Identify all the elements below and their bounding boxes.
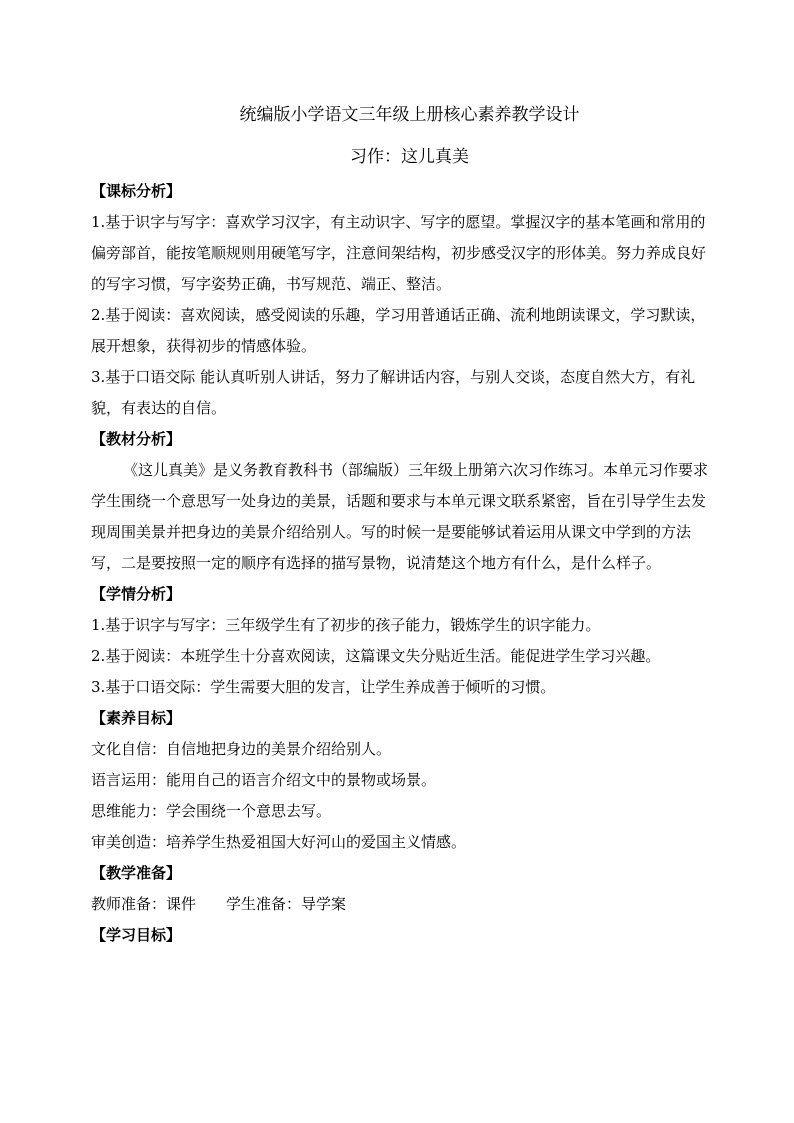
section-heading: 【素养目标】: [91, 709, 182, 727]
section-heading: 【学习目标】: [91, 926, 182, 944]
section-heading: 【教学准备】: [91, 864, 182, 882]
section-teaching-preparation: [91, 858, 708, 920]
paragraph: 2.基于阅读：喜欢阅读，感受阅读的乐趣，学习用普通话正确、流利地朗读课文，学习默读，展开想象，获得初步的情感体验。: [91, 306, 706, 355]
section-textbook-analysis: [91, 424, 708, 579]
goal-item: 思维能力：学会围绕一个意思去写。: [91, 802, 332, 820]
preparation-line: 教师准备：课件 学生准备：导学案: [91, 895, 347, 913]
paragraph: 2.基于阅读：本班学生十分喜欢阅读，这篇课文失分贴近生活。能促进学生学习兴趣。: [91, 647, 661, 665]
section-heading: 【教材分析】: [91, 430, 182, 448]
section-curriculum-analysis: [91, 176, 708, 424]
goal-item: 文化自信：自信地把身边的美景介绍给别人。: [91, 740, 392, 758]
document-title: 统编版小学语文三年级上册核心素养教学设计: [239, 105, 580, 125]
section-learning-goals: [91, 920, 708, 951]
paragraph: 3.基于口语交际：学生需要大胆的发言，让学生养成善于倾听的习惯。: [91, 678, 556, 696]
section-heading: 【课标分析】: [91, 182, 182, 200]
paragraph: 1.基于识字与写字：喜欢学习汉字，有主动识字、写字的愿望。掌握汉字的基本笔画和常用的偏旁部首，能按笔顺规则用硬笔写字，注意间架结构，初步感受汉字的形体美。努力养成良好的写字习惯，写字姿势正确，书写规范、端正、整洁。: [91, 213, 707, 293]
paragraph: 《这儿真美》是义务教育教科书（部编版）三年级上册第六次习作练习。本单元习作要求学生围绕一个意思写一处身边的美景，话题和要求与本单元课文联系紧密，旨在引导学生去发现周围美景并把身边的美景介绍给别人。写的时候一是要能够试着运用从课文中学到的方法写，二是要按照一定的顺序有选择的描写景物，说清楚这个地方有什么，是什么样子。: [91, 461, 709, 572]
goal-item: 语言运用：能用自己的语言介绍文中的景物或场景。: [91, 771, 437, 789]
section-student-analysis: [91, 579, 708, 703]
paragraph: 1.基于识字与写字：三年级学生有了初步的孩子能力，锻炼学生的识字能力。: [91, 616, 601, 634]
section-heading: 【学情分析】: [91, 585, 182, 603]
paragraph: 3.基于口语交际 能认真听别人讲话，努力了解讲话内容，与别人交谈，态度自然大方，有礼貌，有表达的自信。: [91, 368, 696, 417]
document-body: [91, 176, 708, 951]
section-literacy-goals: [91, 703, 708, 858]
goal-item: 审美创造：培养学生热爱祖国大好河山的爱国主义情感。: [91, 833, 467, 851]
document-subtitle: 习作：这儿真美: [350, 147, 469, 167]
